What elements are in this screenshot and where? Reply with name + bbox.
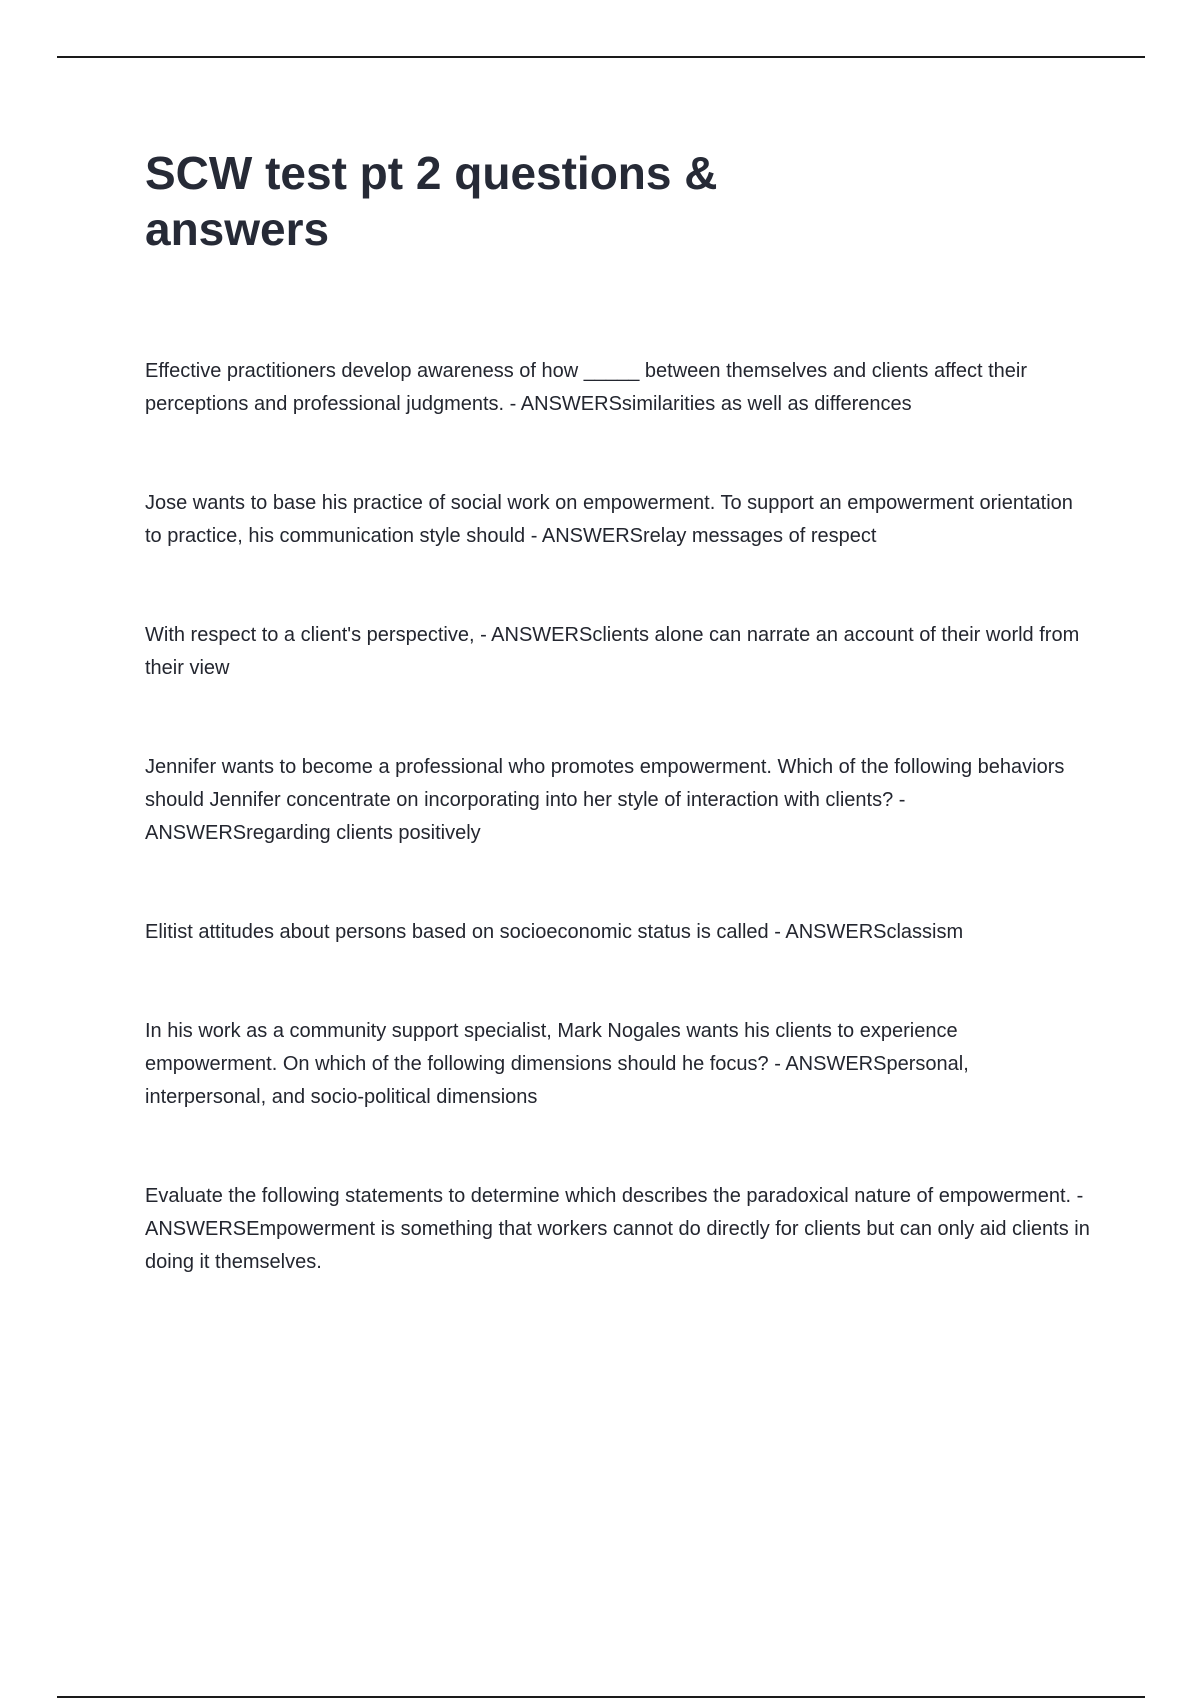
answer-text: Empowerment is something that workers cannot do directly for clients but can only aid clients in doing it themselves.: [145, 1218, 1090, 1273]
qa-item: [145, 1015, 1090, 1114]
top-rule: [57, 56, 1145, 58]
answer-separator: - ANSWERS: [145, 1185, 1084, 1240]
answer-separator: - ANSWERS: [525, 525, 643, 547]
qa-item: [145, 1180, 1090, 1279]
qa-item: [145, 916, 1090, 949]
qa-item: [145, 619, 1090, 685]
answer-separator: - ANSWERS: [504, 393, 622, 415]
answer-separator: - ANSWERS: [145, 789, 906, 844]
answer-separator: - ANSWERS: [768, 921, 887, 943]
answer-text: clients alone can narrate an account of their world from their view: [145, 624, 1080, 679]
document-title: SCW test pt 2 questions & answers: [145, 147, 718, 255]
bottom-rule: [57, 1696, 1145, 1698]
question-text: Jennifer wants to become a professional who promotes empowerment. Which of the following behaviors should Jennifer concentrate on incorporating into her style of interaction with clients?: [145, 756, 1065, 811]
question-text: Jose wants to base his practice of social work on empowerment. To support an empowerment orientation to practice, his communication style should: [145, 492, 1073, 547]
question-text: Elitist attitudes about persons based on socioeconomic status is called: [145, 921, 769, 943]
answer-text: regarding clients positively: [246, 822, 481, 844]
qa-item: [145, 355, 1090, 421]
qa-item: [145, 487, 1090, 553]
qa-item: [145, 751, 1090, 850]
answer-text: relay messages of respect: [642, 525, 877, 547]
answer-text: personal, interpersonal, and socio-political dimensions: [145, 1053, 969, 1108]
qa-list: [145, 355, 1090, 1279]
question-text: With respect to a client's perspective,: [145, 624, 475, 646]
answer-separator: - ANSWERS: [474, 624, 593, 646]
answer-text: similarities as well as differences: [621, 393, 912, 415]
answer-separator: - ANSWERS: [768, 1053, 887, 1075]
question-text: In his work as a community support specialist, Mark Nogales wants his clients to experience empowerment. On which of the following dimensions should he focus?: [145, 1020, 958, 1075]
answer-text: classism: [886, 921, 964, 943]
question-text: Effective practitioners develop awareness of how _____ between themselves and clients affect their perceptions and professional judgments.: [145, 360, 1028, 415]
question-text: Evaluate the following statements to determine which describes the paradoxical nature of empowerment.: [145, 1185, 1072, 1207]
